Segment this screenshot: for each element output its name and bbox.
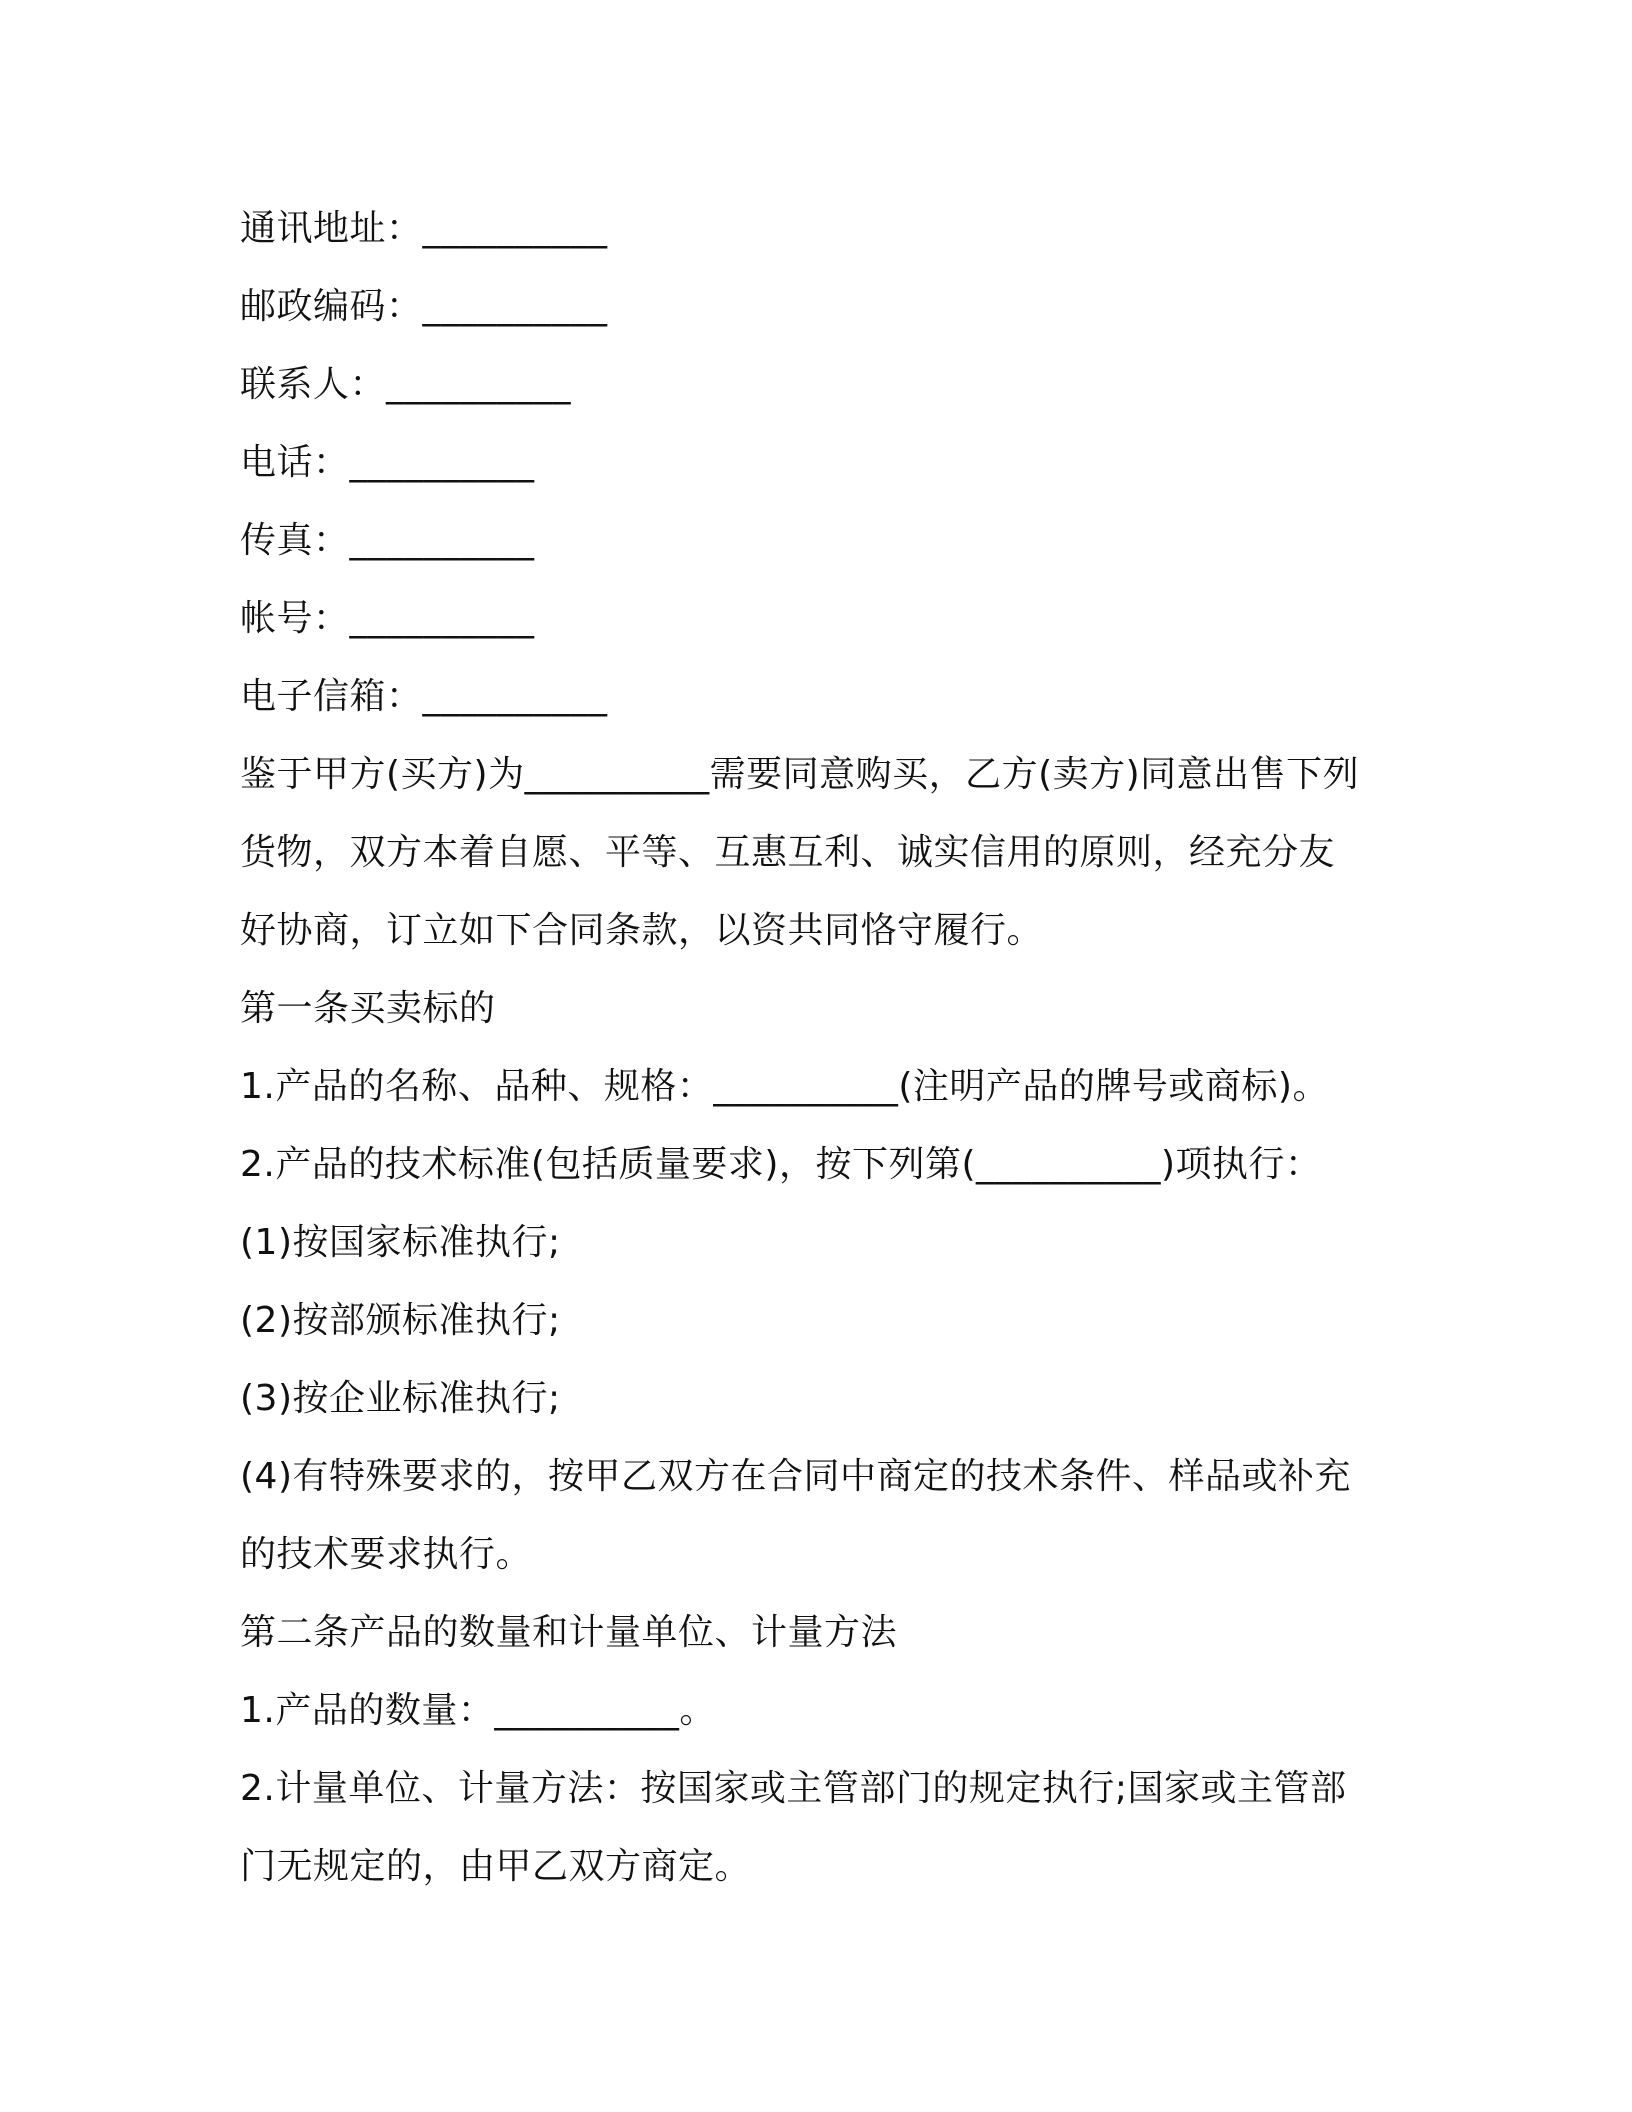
field-mailing-address: 通讯地址：__________ (240, 208, 608, 249)
article-1-item-2: 2.产品的技术标准(包括质量要求)，按下列第(__________)项执行： (240, 1144, 1322, 1185)
field-account: 帐号：__________ (240, 598, 535, 639)
article-2-item-1: 1.产品的数量：__________。 (240, 1690, 716, 1731)
article-2-item-2-line-1: 2.计量单位、计量方法：按国家或主管部门的规定执行;国家或主管部 (240, 1768, 1347, 1809)
preamble-line-1: 鉴于甲方(买方)为__________需要同意购买，乙方(卖方)同意出售下列 (240, 754, 1360, 795)
field-email: 电子信箱：__________ (240, 676, 608, 717)
article-1-option-4-line-2: 的技术要求执行。 (240, 1534, 533, 1575)
article-1-option-1: (1)按国家标准执行; (240, 1222, 561, 1263)
field-postal-code: 邮政编码：__________ (240, 286, 608, 327)
article-2-item-2-line-2: 门无规定的，由甲乙双方商定。 (240, 1846, 752, 1887)
preamble-line-3: 好协商，订立如下合同条款，以资共同恪守履行。 (240, 910, 1044, 951)
article-1-option-3: (3)按企业标准执行; (240, 1378, 561, 1419)
article-2-heading: 第二条产品的数量和计量单位、计量方法 (240, 1612, 898, 1653)
article-1-option-4-line-1: (4)有特殊要求的，按甲乙双方在合同中商定的技术条件、样品或补充 (240, 1456, 1351, 1497)
preamble-line-2: 货物，双方本着自愿、平等、互惠互利、诚实信用的原则，经充分友 (240, 832, 1336, 873)
article-1-option-2: (2)按部颁标准执行; (240, 1300, 561, 1341)
field-contact-person: 联系人：__________ (240, 364, 572, 405)
field-fax: 传真：__________ (240, 520, 535, 561)
article-1-heading: 第一条买卖标的 (240, 988, 496, 1029)
document-body (240, 190, 1390, 1906)
field-phone: 电话：__________ (240, 442, 535, 483)
article-1-item-1: 1.产品的名称、品种、规格：__________(注明产品的牌号或商标)。 (240, 1066, 1329, 1107)
